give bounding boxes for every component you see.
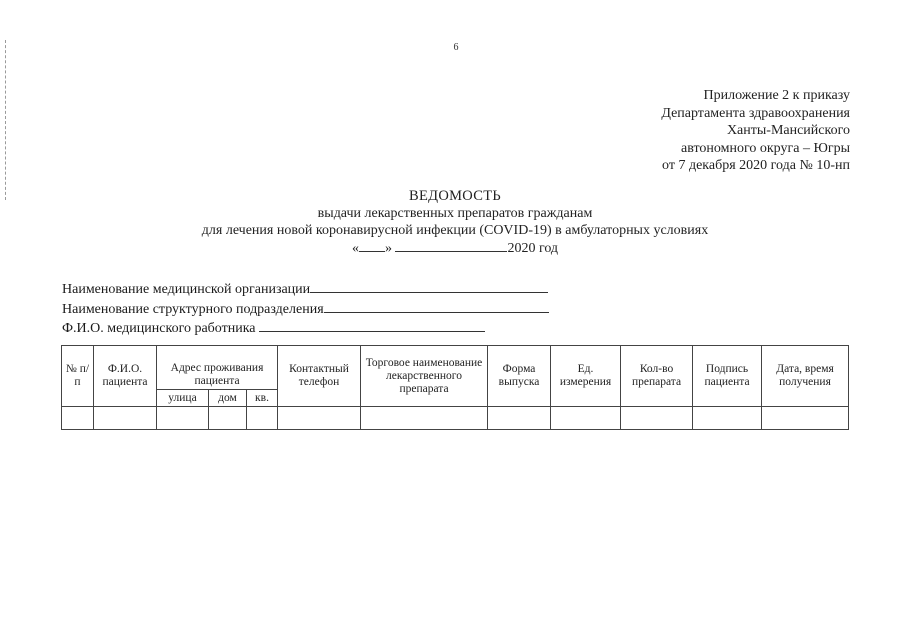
date-close-quote: »: [384, 241, 392, 256]
header-street: улица: [157, 390, 209, 407]
header-signature: Подпись пациента: [693, 346, 762, 407]
issuance-table: [61, 345, 849, 430]
title-block: [160, 188, 750, 257]
date-line: [160, 239, 750, 257]
table-cell[interactable]: [94, 407, 157, 430]
date-year: 2020 год: [507, 241, 559, 256]
header-unit: Ед. измерения: [551, 346, 621, 407]
header-drug: Торговое наименование лекарственного препарата: [361, 346, 488, 407]
appendix-line: Департамента здравоохранения: [661, 105, 850, 121]
table-cell[interactable]: [488, 407, 551, 430]
scan-edge-line: [5, 40, 6, 200]
appendix-line: Приложение 2 к приказу: [703, 88, 850, 103]
department-blank[interactable]: [324, 299, 549, 313]
table-row: [62, 407, 849, 430]
document-subtitle-line-2: для лечения новой коронавирусной инфекции (COVID-19) в амбулаторных условиях: [201, 223, 709, 238]
header-num: № п/п: [62, 346, 94, 407]
header-fields: [62, 279, 549, 338]
month-blank[interactable]: [395, 239, 507, 252]
header-form: Форма выпуска: [488, 346, 551, 407]
document-title: ВЕДОМОСТЬ: [409, 188, 501, 204]
table-cell[interactable]: [247, 407, 278, 430]
worker-label: Ф.И.О. медицинского работника: [62, 321, 256, 336]
organization-label: Наименование медицинской организации: [62, 282, 311, 297]
appendix-line: от 7 декабря 2020 года № 10-нп: [662, 158, 850, 173]
table-cell[interactable]: [621, 407, 693, 430]
table-cell[interactable]: [361, 407, 488, 430]
appendix-line: Ханты-Мансийского: [726, 123, 850, 138]
table-cell[interactable]: [157, 407, 209, 430]
header-house: дом: [209, 390, 247, 407]
table-cell[interactable]: [551, 407, 621, 430]
table-cell[interactable]: [62, 407, 94, 430]
header-datetime: Дата, время получения: [762, 346, 849, 407]
table-header-row: [62, 346, 849, 390]
page-number: 6: [453, 42, 459, 53]
worker-row: [62, 318, 549, 338]
department-label: Наименование структурного подразделения: [62, 301, 324, 317]
organization-blank[interactable]: [310, 279, 548, 293]
worker-blank[interactable]: [259, 318, 485, 332]
table-cell[interactable]: [693, 407, 762, 430]
table-cell[interactable]: [278, 407, 361, 430]
date-open-quote: «: [351, 241, 359, 256]
day-blank[interactable]: [359, 239, 385, 252]
table-cell[interactable]: [209, 407, 247, 430]
table-cell[interactable]: [762, 407, 849, 430]
header-qty: Кол-во препарата: [621, 346, 693, 407]
header-address: Адрес проживания пациента: [157, 346, 278, 390]
organization-row: [62, 279, 549, 299]
appendix-block: [550, 87, 850, 175]
header-apt: кв.: [247, 390, 278, 407]
department-row: [62, 299, 549, 319]
header-name: Ф.И.О. пациента: [94, 346, 157, 407]
appendix-line: автономного округа – Югры: [681, 140, 850, 156]
header-phone: Контактный телефон: [278, 346, 361, 407]
document-subtitle-line-1: выдачи лекарственных препаратов гражданам: [317, 206, 593, 221]
